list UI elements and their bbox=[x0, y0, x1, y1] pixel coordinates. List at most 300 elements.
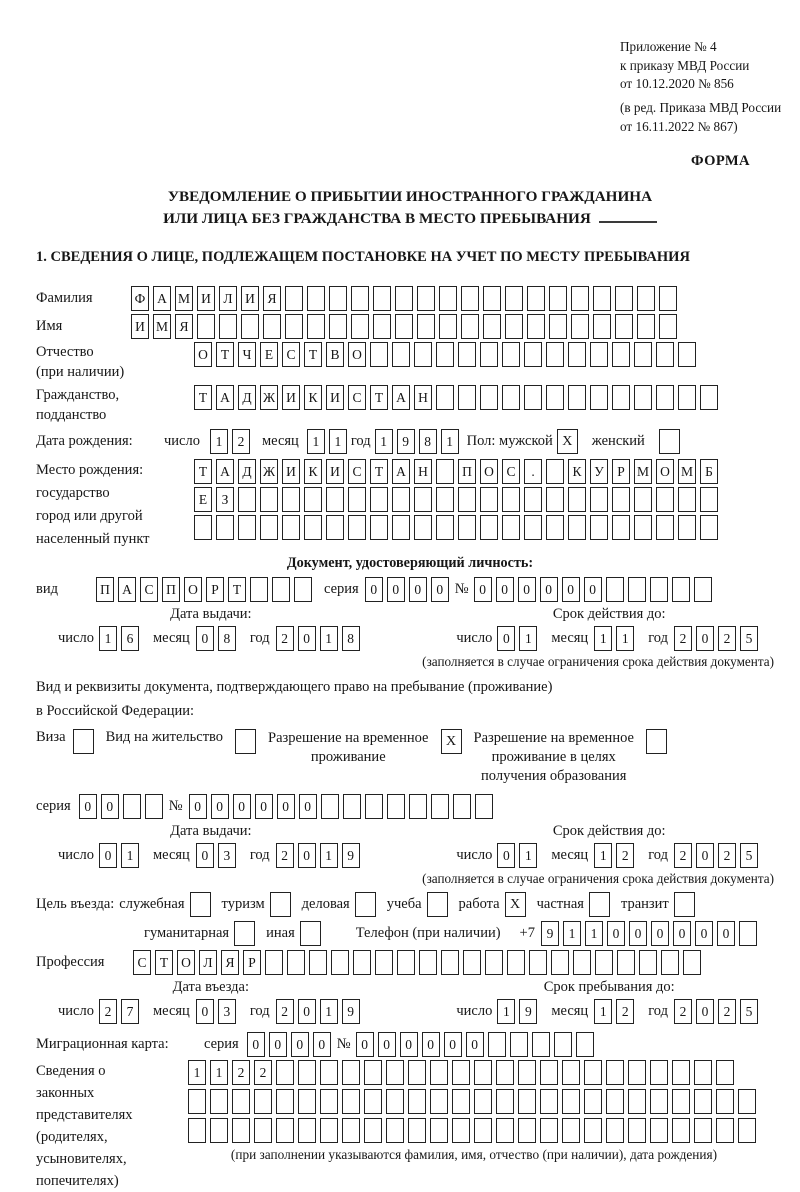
char-box[interactable]: Т bbox=[216, 342, 234, 367]
char-box[interactable]: 7 bbox=[121, 999, 139, 1024]
residence-permit-checkbox[interactable] bbox=[235, 729, 256, 754]
char-box[interactable] bbox=[590, 342, 608, 367]
char-box[interactable]: 0 bbox=[255, 794, 273, 819]
char-box[interactable]: 0 bbox=[431, 577, 449, 602]
purpose-official-checkbox[interactable] bbox=[190, 892, 211, 917]
char-box[interactable]: Т bbox=[228, 577, 246, 602]
char-box[interactable] bbox=[458, 515, 476, 540]
char-box[interactable]: 1 bbox=[375, 429, 393, 454]
char-box[interactable]: Д bbox=[238, 385, 256, 410]
char-box[interactable] bbox=[524, 385, 542, 410]
char-box[interactable]: 1 bbox=[616, 626, 634, 651]
char-box[interactable] bbox=[661, 950, 679, 975]
char-box[interactable] bbox=[287, 950, 305, 975]
char-box[interactable] bbox=[294, 577, 312, 602]
char-box[interactable]: 0 bbox=[196, 843, 214, 868]
char-box[interactable] bbox=[650, 1118, 668, 1143]
char-box[interactable] bbox=[656, 385, 674, 410]
char-box[interactable] bbox=[634, 342, 652, 367]
char-box[interactable] bbox=[628, 1118, 646, 1143]
char-box[interactable]: 0 bbox=[584, 577, 602, 602]
char-box[interactable] bbox=[568, 385, 586, 410]
char-box[interactable] bbox=[458, 342, 476, 367]
char-box[interactable]: 9 bbox=[519, 999, 537, 1024]
char-box[interactable] bbox=[738, 1089, 756, 1114]
char-box[interactable]: 0 bbox=[101, 794, 119, 819]
char-box[interactable] bbox=[639, 950, 657, 975]
char-box[interactable]: 0 bbox=[298, 843, 316, 868]
char-box[interactable] bbox=[452, 1118, 470, 1143]
char-box[interactable]: А bbox=[392, 459, 410, 484]
char-box[interactable]: Ж bbox=[260, 459, 278, 484]
char-box[interactable] bbox=[452, 1089, 470, 1114]
char-box[interactable]: 9 bbox=[342, 843, 360, 868]
char-box[interactable] bbox=[650, 1089, 668, 1114]
char-box[interactable] bbox=[672, 577, 690, 602]
char-box[interactable] bbox=[524, 342, 542, 367]
char-box[interactable]: К bbox=[304, 385, 322, 410]
char-box[interactable] bbox=[650, 1060, 668, 1085]
char-box[interactable] bbox=[593, 286, 611, 311]
char-box[interactable] bbox=[210, 1089, 228, 1114]
char-box[interactable] bbox=[540, 1118, 558, 1143]
char-box[interactable] bbox=[502, 342, 520, 367]
char-box[interactable] bbox=[546, 342, 564, 367]
char-box[interactable] bbox=[365, 794, 383, 819]
char-box[interactable]: 1 bbox=[320, 843, 338, 868]
char-box[interactable] bbox=[694, 1089, 712, 1114]
char-box[interactable] bbox=[364, 1089, 382, 1114]
char-box[interactable] bbox=[502, 385, 520, 410]
char-box[interactable] bbox=[326, 515, 344, 540]
char-box[interactable] bbox=[568, 342, 586, 367]
char-box[interactable]: 1 bbox=[320, 626, 338, 651]
char-box[interactable]: 0 bbox=[298, 999, 316, 1024]
visa-checkbox[interactable] bbox=[73, 729, 94, 754]
char-box[interactable]: 2 bbox=[232, 1060, 250, 1085]
char-box[interactable]: А bbox=[153, 286, 171, 311]
char-box[interactable]: 0 bbox=[196, 999, 214, 1024]
char-box[interactable] bbox=[510, 1032, 528, 1057]
char-box[interactable] bbox=[276, 1118, 294, 1143]
char-box[interactable] bbox=[260, 487, 278, 512]
char-box[interactable] bbox=[628, 1060, 646, 1085]
char-box[interactable]: Т bbox=[194, 459, 212, 484]
char-box[interactable]: Я bbox=[175, 314, 193, 339]
char-box[interactable]: О bbox=[480, 459, 498, 484]
char-box[interactable] bbox=[617, 950, 635, 975]
char-box[interactable]: 1 bbox=[307, 429, 325, 454]
char-box[interactable]: С bbox=[282, 342, 300, 367]
char-box[interactable]: 8 bbox=[342, 626, 360, 651]
char-box[interactable] bbox=[254, 1118, 272, 1143]
char-box[interactable]: 0 bbox=[356, 1032, 374, 1057]
female-checkbox[interactable] bbox=[659, 429, 680, 454]
char-box[interactable]: 0 bbox=[474, 577, 492, 602]
char-box[interactable] bbox=[216, 515, 234, 540]
char-box[interactable] bbox=[502, 515, 520, 540]
char-box[interactable] bbox=[285, 314, 303, 339]
char-box[interactable] bbox=[612, 515, 630, 540]
char-box[interactable] bbox=[329, 314, 347, 339]
temp-permit-edu-checkbox[interactable] bbox=[646, 729, 667, 754]
char-box[interactable] bbox=[546, 385, 564, 410]
char-box[interactable]: 1 bbox=[329, 429, 347, 454]
char-box[interactable]: 1 bbox=[519, 843, 537, 868]
char-box[interactable]: 0 bbox=[99, 843, 117, 868]
char-box[interactable]: 8 bbox=[218, 626, 236, 651]
char-box[interactable] bbox=[496, 1089, 514, 1114]
char-box[interactable] bbox=[637, 314, 655, 339]
char-box[interactable] bbox=[373, 286, 391, 311]
char-box[interactable] bbox=[540, 1089, 558, 1114]
char-box[interactable] bbox=[241, 314, 259, 339]
char-box[interactable]: С bbox=[133, 950, 151, 975]
char-box[interactable]: 0 bbox=[607, 921, 625, 946]
char-box[interactable] bbox=[461, 286, 479, 311]
char-box[interactable] bbox=[320, 1089, 338, 1114]
char-box[interactable] bbox=[387, 794, 405, 819]
char-box[interactable] bbox=[419, 950, 437, 975]
char-box[interactable] bbox=[265, 950, 283, 975]
char-box[interactable] bbox=[276, 1060, 294, 1085]
char-box[interactable]: Ч bbox=[238, 342, 256, 367]
char-box[interactable] bbox=[392, 515, 410, 540]
char-box[interactable] bbox=[414, 487, 432, 512]
char-box[interactable]: 0 bbox=[189, 794, 207, 819]
char-box[interactable]: . bbox=[524, 459, 542, 484]
char-box[interactable] bbox=[298, 1089, 316, 1114]
char-box[interactable] bbox=[562, 1089, 580, 1114]
char-box[interactable] bbox=[474, 1118, 492, 1143]
char-box[interactable]: К bbox=[568, 459, 586, 484]
char-box[interactable]: Д bbox=[238, 459, 256, 484]
purpose-study-checkbox[interactable] bbox=[427, 892, 448, 917]
char-box[interactable] bbox=[370, 487, 388, 512]
char-box[interactable]: 6 bbox=[121, 626, 139, 651]
char-box[interactable] bbox=[485, 950, 503, 975]
char-box[interactable]: В bbox=[326, 342, 344, 367]
char-box[interactable] bbox=[683, 950, 701, 975]
char-box[interactable]: 9 bbox=[397, 429, 415, 454]
char-box[interactable]: У bbox=[590, 459, 608, 484]
char-box[interactable]: 0 bbox=[496, 577, 514, 602]
char-box[interactable]: 0 bbox=[387, 577, 405, 602]
char-box[interactable]: А bbox=[216, 459, 234, 484]
char-box[interactable]: Б bbox=[700, 459, 718, 484]
char-box[interactable]: 0 bbox=[79, 794, 97, 819]
char-box[interactable]: Е bbox=[194, 487, 212, 512]
char-box[interactable]: 0 bbox=[695, 921, 713, 946]
char-box[interactable]: 2 bbox=[616, 843, 634, 868]
char-box[interactable] bbox=[562, 1060, 580, 1085]
char-box[interactable] bbox=[431, 794, 449, 819]
char-box[interactable] bbox=[634, 515, 652, 540]
char-box[interactable]: 0 bbox=[196, 626, 214, 651]
char-box[interactable] bbox=[408, 1089, 426, 1114]
char-box[interactable] bbox=[518, 1089, 536, 1114]
char-box[interactable]: 2 bbox=[276, 843, 294, 868]
char-box[interactable]: 0 bbox=[247, 1032, 265, 1057]
char-box[interactable] bbox=[453, 794, 471, 819]
char-box[interactable]: А bbox=[118, 577, 136, 602]
char-box[interactable]: 1 bbox=[188, 1060, 206, 1085]
char-box[interactable]: П bbox=[162, 577, 180, 602]
char-box[interactable] bbox=[145, 794, 163, 819]
purpose-humanitarian-checkbox[interactable] bbox=[234, 921, 255, 946]
char-box[interactable]: И bbox=[326, 385, 344, 410]
char-box[interactable] bbox=[716, 1089, 734, 1114]
char-box[interactable]: 1 bbox=[594, 843, 612, 868]
char-box[interactable] bbox=[694, 1060, 712, 1085]
char-box[interactable] bbox=[439, 314, 457, 339]
char-box[interactable]: 2 bbox=[276, 626, 294, 651]
char-box[interactable]: М bbox=[153, 314, 171, 339]
char-box[interactable] bbox=[529, 950, 547, 975]
char-box[interactable]: Я bbox=[263, 286, 281, 311]
char-box[interactable]: Ж bbox=[260, 385, 278, 410]
char-box[interactable] bbox=[342, 1118, 360, 1143]
char-box[interactable] bbox=[123, 794, 141, 819]
char-box[interactable] bbox=[238, 487, 256, 512]
char-box[interactable] bbox=[546, 515, 564, 540]
char-box[interactable] bbox=[414, 515, 432, 540]
char-box[interactable]: 0 bbox=[717, 921, 735, 946]
char-box[interactable] bbox=[260, 515, 278, 540]
char-box[interactable]: 2 bbox=[616, 999, 634, 1024]
char-box[interactable] bbox=[254, 1089, 272, 1114]
char-box[interactable]: 1 bbox=[585, 921, 603, 946]
char-box[interactable]: 0 bbox=[269, 1032, 287, 1057]
char-box[interactable] bbox=[232, 1118, 250, 1143]
char-box[interactable] bbox=[461, 314, 479, 339]
char-box[interactable] bbox=[409, 794, 427, 819]
char-box[interactable]: 1 bbox=[99, 626, 117, 651]
char-box[interactable] bbox=[659, 286, 677, 311]
char-box[interactable]: 2 bbox=[232, 429, 250, 454]
char-box[interactable] bbox=[276, 1089, 294, 1114]
char-box[interactable]: 0 bbox=[696, 843, 714, 868]
char-box[interactable]: 8 bbox=[419, 429, 437, 454]
char-box[interactable] bbox=[408, 1060, 426, 1085]
char-box[interactable] bbox=[496, 1060, 514, 1085]
char-box[interactable] bbox=[637, 286, 655, 311]
char-box[interactable] bbox=[353, 950, 371, 975]
char-box[interactable]: М bbox=[678, 459, 696, 484]
char-box[interactable] bbox=[716, 1060, 734, 1085]
char-box[interactable] bbox=[700, 515, 718, 540]
char-box[interactable]: 0 bbox=[211, 794, 229, 819]
char-box[interactable]: 0 bbox=[400, 1032, 418, 1057]
char-box[interactable]: Р bbox=[206, 577, 224, 602]
char-box[interactable] bbox=[738, 1118, 756, 1143]
char-box[interactable]: К bbox=[304, 459, 322, 484]
char-box[interactable] bbox=[606, 577, 624, 602]
char-box[interactable] bbox=[474, 1060, 492, 1085]
char-box[interactable] bbox=[417, 286, 435, 311]
char-box[interactable] bbox=[584, 1118, 602, 1143]
char-box[interactable] bbox=[386, 1060, 404, 1085]
char-box[interactable]: 2 bbox=[674, 843, 692, 868]
char-box[interactable]: О bbox=[177, 950, 195, 975]
char-box[interactable]: 1 bbox=[594, 999, 612, 1024]
purpose-private-checkbox[interactable] bbox=[589, 892, 610, 917]
char-box[interactable]: 5 bbox=[740, 999, 758, 1024]
char-box[interactable] bbox=[348, 487, 366, 512]
char-box[interactable]: М bbox=[634, 459, 652, 484]
char-box[interactable] bbox=[307, 314, 325, 339]
char-box[interactable] bbox=[238, 515, 256, 540]
char-box[interactable] bbox=[554, 1032, 572, 1057]
char-box[interactable] bbox=[430, 1089, 448, 1114]
char-box[interactable] bbox=[307, 286, 325, 311]
char-box[interactable] bbox=[458, 487, 476, 512]
char-box[interactable] bbox=[392, 342, 410, 367]
char-box[interactable]: 0 bbox=[299, 794, 317, 819]
purpose-work-checkbox[interactable]: X bbox=[505, 892, 526, 917]
char-box[interactable] bbox=[370, 342, 388, 367]
char-box[interactable] bbox=[436, 459, 454, 484]
char-box[interactable] bbox=[282, 487, 300, 512]
char-box[interactable] bbox=[584, 1060, 602, 1085]
char-box[interactable] bbox=[716, 1118, 734, 1143]
char-box[interactable] bbox=[568, 487, 586, 512]
purpose-business-checkbox[interactable] bbox=[355, 892, 376, 917]
char-box[interactable] bbox=[628, 577, 646, 602]
char-box[interactable]: 0 bbox=[422, 1032, 440, 1057]
char-box[interactable]: Т bbox=[155, 950, 173, 975]
char-box[interactable]: 0 bbox=[365, 577, 383, 602]
char-box[interactable]: 0 bbox=[409, 577, 427, 602]
char-box[interactable] bbox=[282, 515, 300, 540]
char-box[interactable]: Л bbox=[219, 286, 237, 311]
male-checkbox[interactable]: X bbox=[557, 429, 578, 454]
char-box[interactable] bbox=[606, 1089, 624, 1114]
char-box[interactable] bbox=[634, 385, 652, 410]
char-box[interactable]: Р bbox=[612, 459, 630, 484]
char-box[interactable] bbox=[606, 1060, 624, 1085]
char-box[interactable] bbox=[576, 1032, 594, 1057]
char-box[interactable]: 9 bbox=[541, 921, 559, 946]
temp-permit-checkbox[interactable]: X bbox=[441, 729, 462, 754]
char-box[interactable] bbox=[343, 794, 361, 819]
char-box[interactable] bbox=[309, 950, 327, 975]
char-box[interactable] bbox=[188, 1089, 206, 1114]
char-box[interactable]: О bbox=[656, 459, 674, 484]
char-box[interactable] bbox=[351, 314, 369, 339]
char-box[interactable]: 0 bbox=[378, 1032, 396, 1057]
char-box[interactable] bbox=[430, 1060, 448, 1085]
char-box[interactable] bbox=[272, 577, 290, 602]
char-box[interactable] bbox=[285, 286, 303, 311]
char-box[interactable]: 5 bbox=[740, 626, 758, 651]
char-box[interactable]: 0 bbox=[444, 1032, 462, 1057]
char-box[interactable]: 1 bbox=[497, 999, 515, 1024]
char-box[interactable] bbox=[414, 342, 432, 367]
char-box[interactable]: 1 bbox=[210, 429, 228, 454]
char-box[interactable]: З bbox=[216, 487, 234, 512]
char-box[interactable]: Т bbox=[370, 385, 388, 410]
char-box[interactable]: 0 bbox=[696, 626, 714, 651]
char-box[interactable]: 9 bbox=[342, 999, 360, 1024]
char-box[interactable]: 0 bbox=[233, 794, 251, 819]
char-box[interactable] bbox=[700, 385, 718, 410]
char-box[interactable] bbox=[304, 487, 322, 512]
char-box[interactable] bbox=[628, 1089, 646, 1114]
char-box[interactable] bbox=[436, 515, 454, 540]
char-box[interactable] bbox=[546, 487, 564, 512]
char-box[interactable] bbox=[375, 950, 393, 975]
char-box[interactable]: 2 bbox=[718, 626, 736, 651]
char-box[interactable]: И bbox=[131, 314, 149, 339]
char-box[interactable]: Т bbox=[194, 385, 212, 410]
char-box[interactable] bbox=[395, 286, 413, 311]
char-box[interactable] bbox=[672, 1089, 690, 1114]
char-box[interactable]: 0 bbox=[277, 794, 295, 819]
char-box[interactable]: С bbox=[502, 459, 520, 484]
char-box[interactable] bbox=[474, 1089, 492, 1114]
char-box[interactable] bbox=[364, 1118, 382, 1143]
purpose-transit-checkbox[interactable] bbox=[674, 892, 695, 917]
char-box[interactable] bbox=[694, 577, 712, 602]
char-box[interactable]: 0 bbox=[466, 1032, 484, 1057]
char-box[interactable]: 2 bbox=[254, 1060, 272, 1085]
char-box[interactable]: О bbox=[194, 342, 212, 367]
char-box[interactable]: Я bbox=[221, 950, 239, 975]
char-box[interactable] bbox=[505, 314, 523, 339]
char-box[interactable]: Л bbox=[199, 950, 217, 975]
char-box[interactable] bbox=[351, 286, 369, 311]
char-box[interactable] bbox=[571, 314, 589, 339]
char-box[interactable] bbox=[364, 1060, 382, 1085]
char-box[interactable]: 2 bbox=[276, 999, 294, 1024]
char-box[interactable] bbox=[656, 487, 674, 512]
char-box[interactable] bbox=[298, 1060, 316, 1085]
char-box[interactable] bbox=[615, 286, 633, 311]
char-box[interactable]: Ф bbox=[131, 286, 149, 311]
char-box[interactable] bbox=[480, 487, 498, 512]
char-box[interactable] bbox=[188, 1118, 206, 1143]
char-box[interactable]: 0 bbox=[497, 843, 515, 868]
char-box[interactable] bbox=[551, 950, 569, 975]
char-box[interactable]: 0 bbox=[540, 577, 558, 602]
char-box[interactable] bbox=[370, 515, 388, 540]
char-box[interactable]: И bbox=[241, 286, 259, 311]
char-box[interactable] bbox=[298, 1118, 316, 1143]
char-box[interactable] bbox=[397, 950, 415, 975]
char-box[interactable]: И bbox=[197, 286, 215, 311]
char-box[interactable] bbox=[518, 1118, 536, 1143]
char-box[interactable]: 1 bbox=[121, 843, 139, 868]
char-box[interactable] bbox=[606, 1118, 624, 1143]
char-box[interactable] bbox=[480, 515, 498, 540]
char-box[interactable]: 0 bbox=[696, 999, 714, 1024]
char-box[interactable] bbox=[678, 515, 696, 540]
char-box[interactable] bbox=[386, 1118, 404, 1143]
purpose-tourism-checkbox[interactable] bbox=[270, 892, 291, 917]
char-box[interactable] bbox=[527, 286, 545, 311]
char-box[interactable] bbox=[321, 794, 339, 819]
char-box[interactable] bbox=[441, 950, 459, 975]
char-box[interactable]: 0 bbox=[629, 921, 647, 946]
char-box[interactable] bbox=[573, 950, 591, 975]
char-box[interactable] bbox=[342, 1089, 360, 1114]
char-box[interactable] bbox=[475, 794, 493, 819]
char-box[interactable] bbox=[672, 1060, 690, 1085]
char-box[interactable]: Р bbox=[243, 950, 261, 975]
char-box[interactable]: Е bbox=[260, 342, 278, 367]
char-box[interactable]: 2 bbox=[99, 999, 117, 1024]
